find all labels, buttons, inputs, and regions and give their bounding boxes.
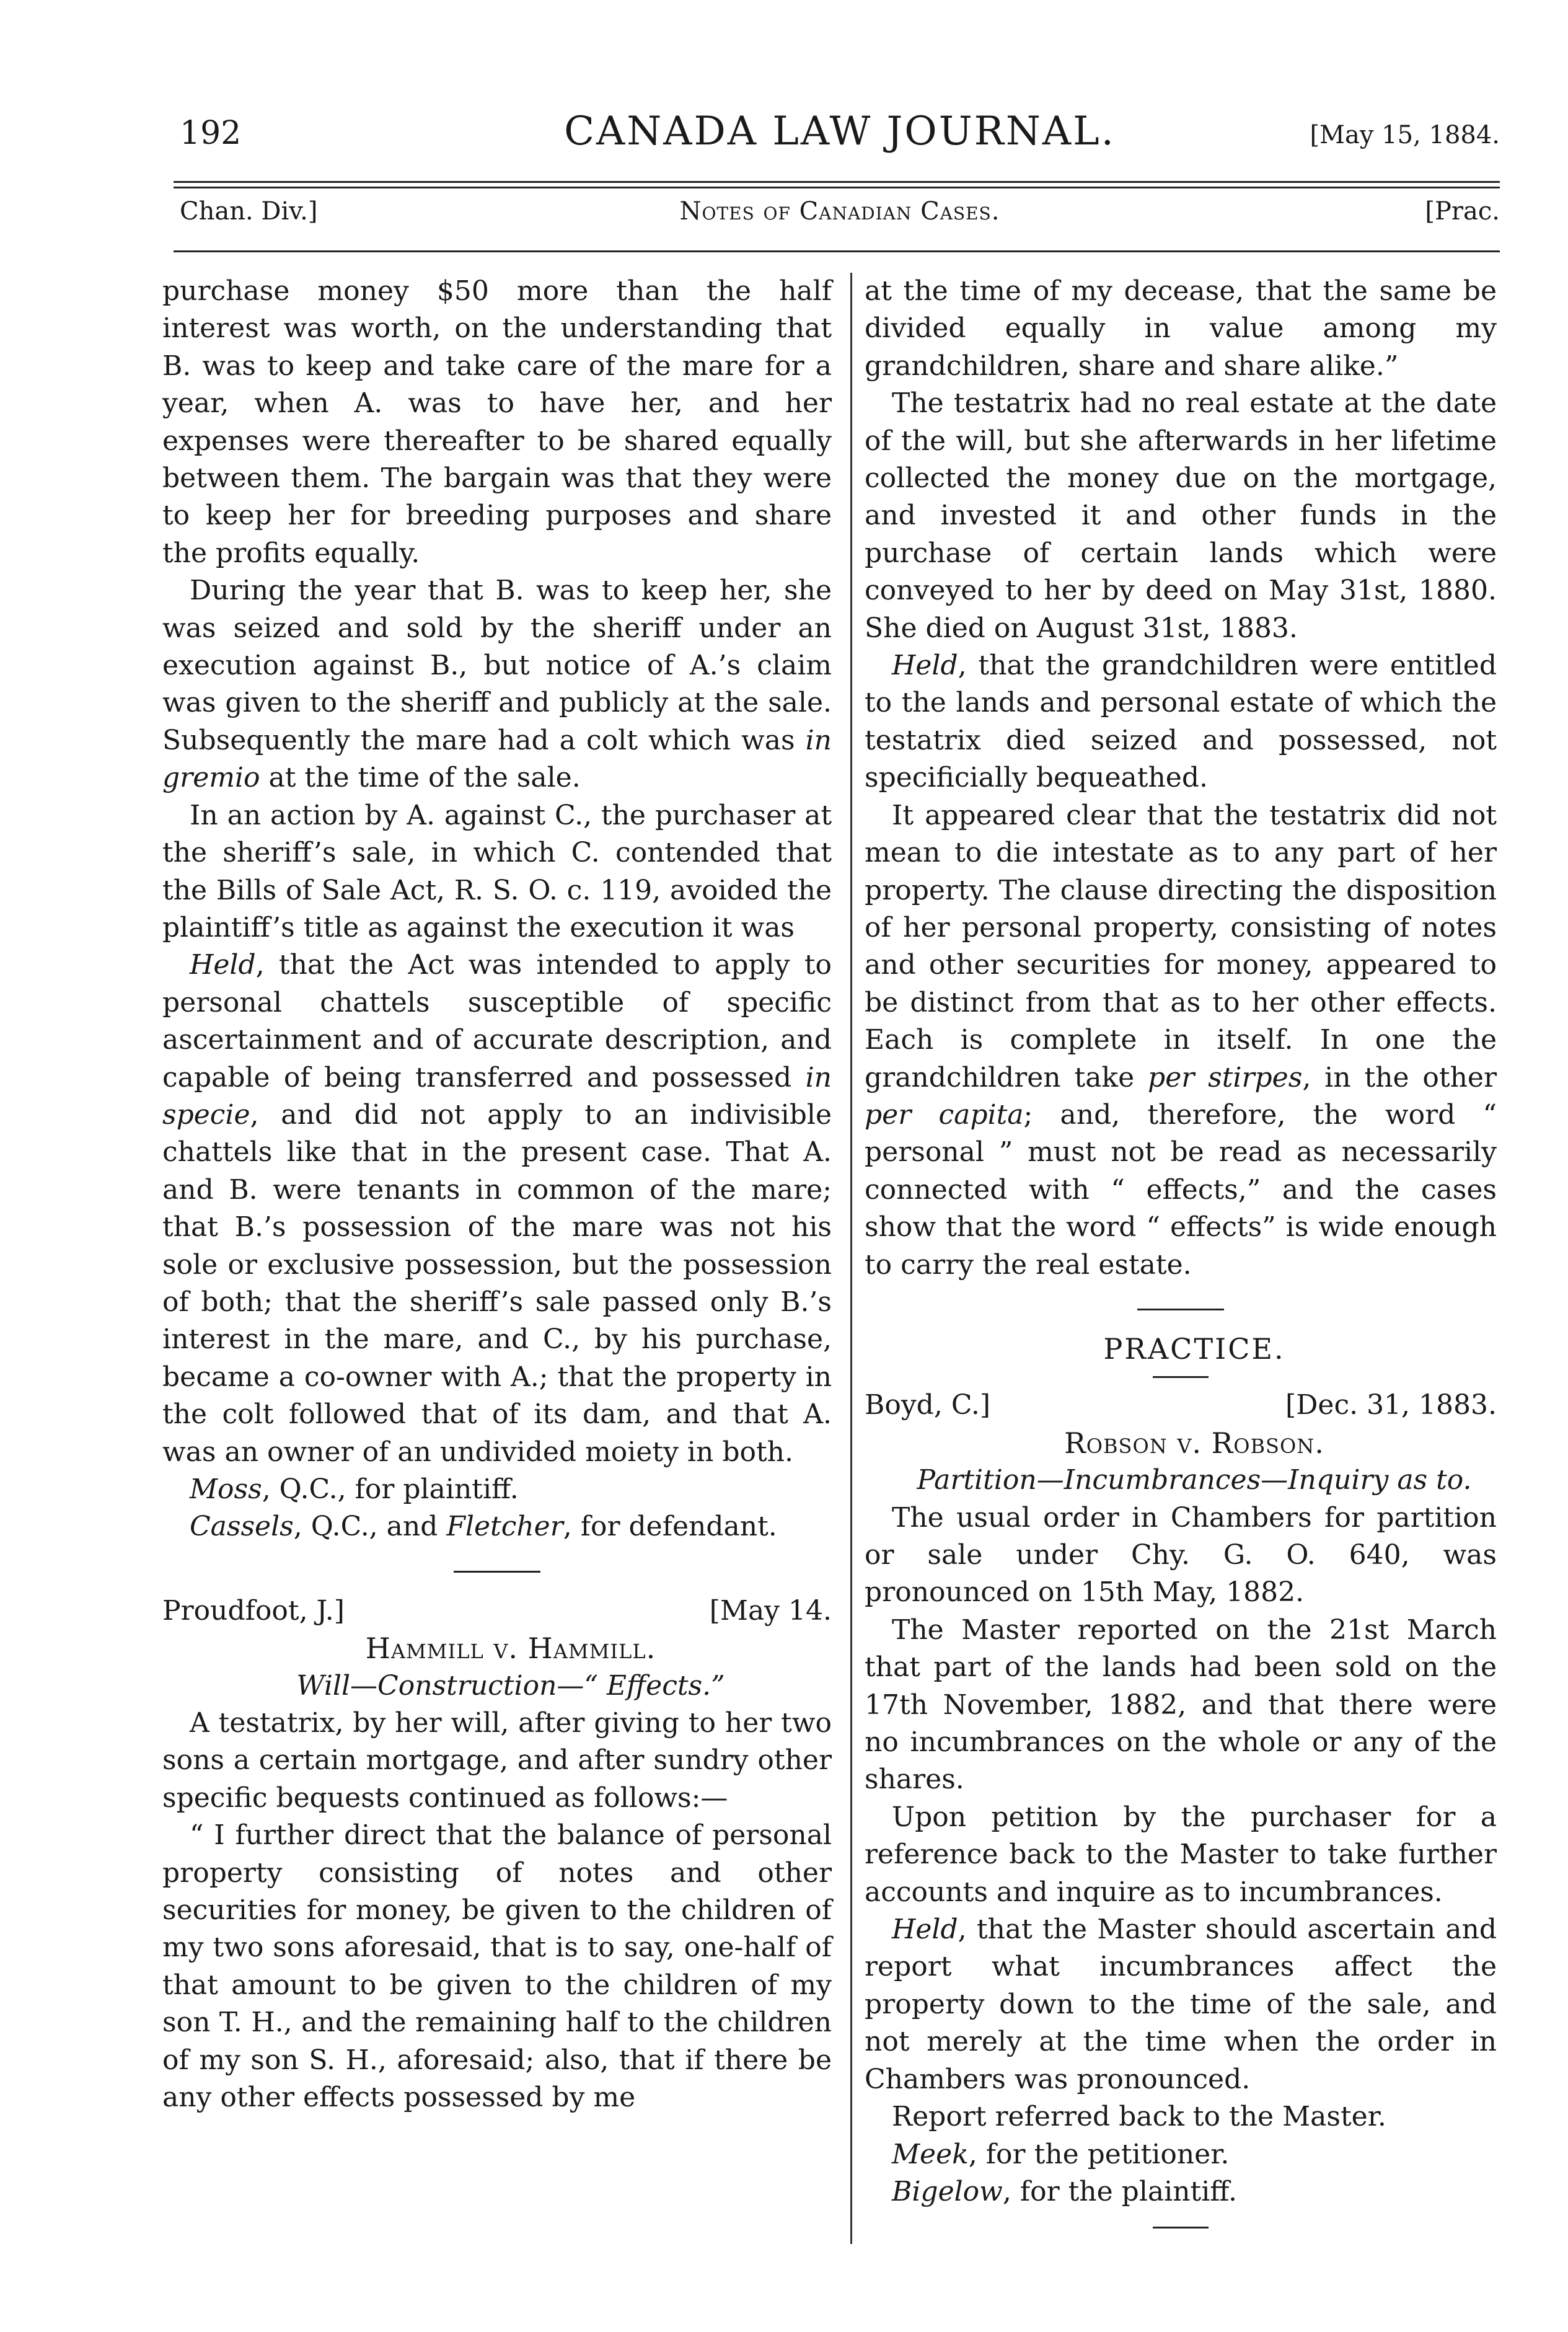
paragraph: A testatrix, by her will, after giving to her two sons a certain mortgage, and after sundry other specific bequests continued as follows:— — [162, 1707, 832, 1814]
case-title: Robson v. Robson. — [1064, 1426, 1324, 1460]
end-separator — [1153, 2227, 1209, 2228]
division-center: Notes of Canadian Cases. — [679, 197, 1000, 226]
left-column — [162, 273, 832, 2117]
catchwords: Partition—Incumbrances—Inquiry as to. — [917, 1464, 1472, 1496]
judge: Boyd, C.] — [865, 1389, 991, 1421]
result-line: Report referred back to the Master. — [892, 2101, 1386, 2133]
journal-title: CANADA LAW JOURNAL. — [564, 108, 1116, 154]
running-head — [180, 108, 1500, 164]
column-divider — [850, 273, 852, 2244]
paragraph: During the year that B. was to keep her, she was seized and sold by the sheriff under an execution against B., but notice of A.’s claim was given to the sheriff and publicly at the sale. Subsequently the mare had a colt which was in gremio at the time of the sale. — [162, 575, 832, 794]
case-title: Hammill v. Hammill. — [365, 1632, 656, 1666]
paragraph: It appeared clear that the testatrix did not mean to die intestate as to any part of her property. The clause directing the disposition of her personal property, consisting of notes and other securities for money, appeared to be distinct from that as to her other effects. Each is complete in itself. In one the grandchildren take per stirpes, in the other per capita; and, therefore, the word “ personal ” must not be read as necessarily connected with “ effects,” and the cases show that the word “ effects” is wide enough to carry the real estate. — [865, 799, 1497, 1281]
paragraph: The testatrix had no real estate at the date of the will, but she afterwards in her lifetime collected the money due on the mortgage, and invested it and other funds in the purchase of certain lands which were conveyed to her by deed on May 31st, 1880. She died on August 31st, 1883. — [865, 387, 1497, 644]
catchwords: Will—Construction—“ Effects.” — [296, 1669, 725, 1702]
judge-line — [865, 1387, 1497, 1424]
page-number: 192 — [180, 115, 242, 152]
header-double-rule — [174, 181, 1500, 188]
judge: Proudfoot, J.] — [162, 1594, 345, 1627]
paragraph: In an action by A. against C., the purchaser at the sheriff’s sale, in which C. contended that the Bills of Sale Act, R. S. O. c. 119, avoided the plaintiff’s title as against the execution it was — [162, 799, 832, 943]
counsel-line: Bigelow, for the plaintiff. — [892, 2175, 1237, 2207]
paragraph: Held, that the Act was intended to apply to personal chattels susceptible of specific ascertainment and of accurate description, and capable of being transferred and possessed in specie, and did not apply to an indivisible chattels like that in the present case. That A. and B. were tenants in common of the mare; that B.’s possession of the mare was not his sole or exclusive possession, but the possession of both; that the sheriff’s sale passed only B.’s interest in the mare, and C., by his purchase, became a co-owner with A.; that the property in the colt followed that of its dam, and that A. was an owner of an undivided moiety in both. — [162, 949, 832, 1468]
paragraph: purchase money $50 more than the half interest was worth, on the understanding that B. was to keep and take care of the mare for a year, when A. was to have her, and her expenses were thereafter to be shared equally between them. The bargain was that they were to keep her for breeding purposes and share the profits equally. — [162, 275, 832, 569]
paragraph: “ I further direct that the balance of personal property consisting of notes and other securities for money, be given to the children of my two sons aforesaid, that is to say, one-half of that amount to be given to the children of my son T. H., and the remaining half to the children of my son S. H., aforesaid; also, that if there be any other effects possessed by me — [162, 1819, 832, 2114]
paragraph: Held, that the grandchildren were entitled to the lands and personal estate of which the testatrix died seized and possessed, not specificially bequeathed. — [865, 650, 1497, 794]
issue-date: [May 15, 1884. — [1310, 121, 1500, 149]
case-date: [Dec. 31, 1883. — [1285, 1389, 1497, 1421]
case-date: [May 14. — [709, 1594, 832, 1627]
counsel-line: Cassels, Q.C., and Fletcher, for defendant. — [190, 1511, 777, 1543]
right-column — [865, 273, 1497, 2248]
case-separator — [454, 1571, 540, 1573]
section-separator — [1153, 1376, 1209, 1378]
paragraph: The usual order in Chambers for partition or sale under Chy. G. O. 640, was pronounced on 15th May, 1882. — [865, 1501, 1497, 1609]
header-rule — [174, 250, 1500, 252]
paragraph: The Master reported on the 21st March that part of the lands had been sold on the 17th November, 1882, and that there were no incumbrances on the whole or any of the shares. — [865, 1614, 1497, 1796]
paragraph: Upon petition by the purchaser for a reference back to the Master to take further accounts and inquire as to incumbrances. — [865, 1801, 1497, 1908]
counsel-line: Moss, Q.C., for plaintiff. — [190, 1473, 519, 1505]
section-head — [180, 197, 1500, 241]
division-right: [Prac. — [1425, 197, 1500, 226]
section-heading: PRACTICE. — [1103, 1332, 1285, 1366]
section-separator — [1137, 1309, 1224, 1310]
paragraph: at the time of my decease, that the same be divided equally in value among my grandchildren, share and share alike.” — [865, 275, 1497, 382]
division-left: Chan. Div.] — [180, 197, 318, 226]
counsel-line: Meek, for the petitioner. — [892, 2138, 1230, 2170]
judge-line — [162, 1592, 832, 1630]
paragraph: Held, that the Master should ascertain and report what incumbrances affect the property down to the time of the sale, and not merely at the time when the order in Chambers was pronounced. — [865, 1914, 1497, 2095]
